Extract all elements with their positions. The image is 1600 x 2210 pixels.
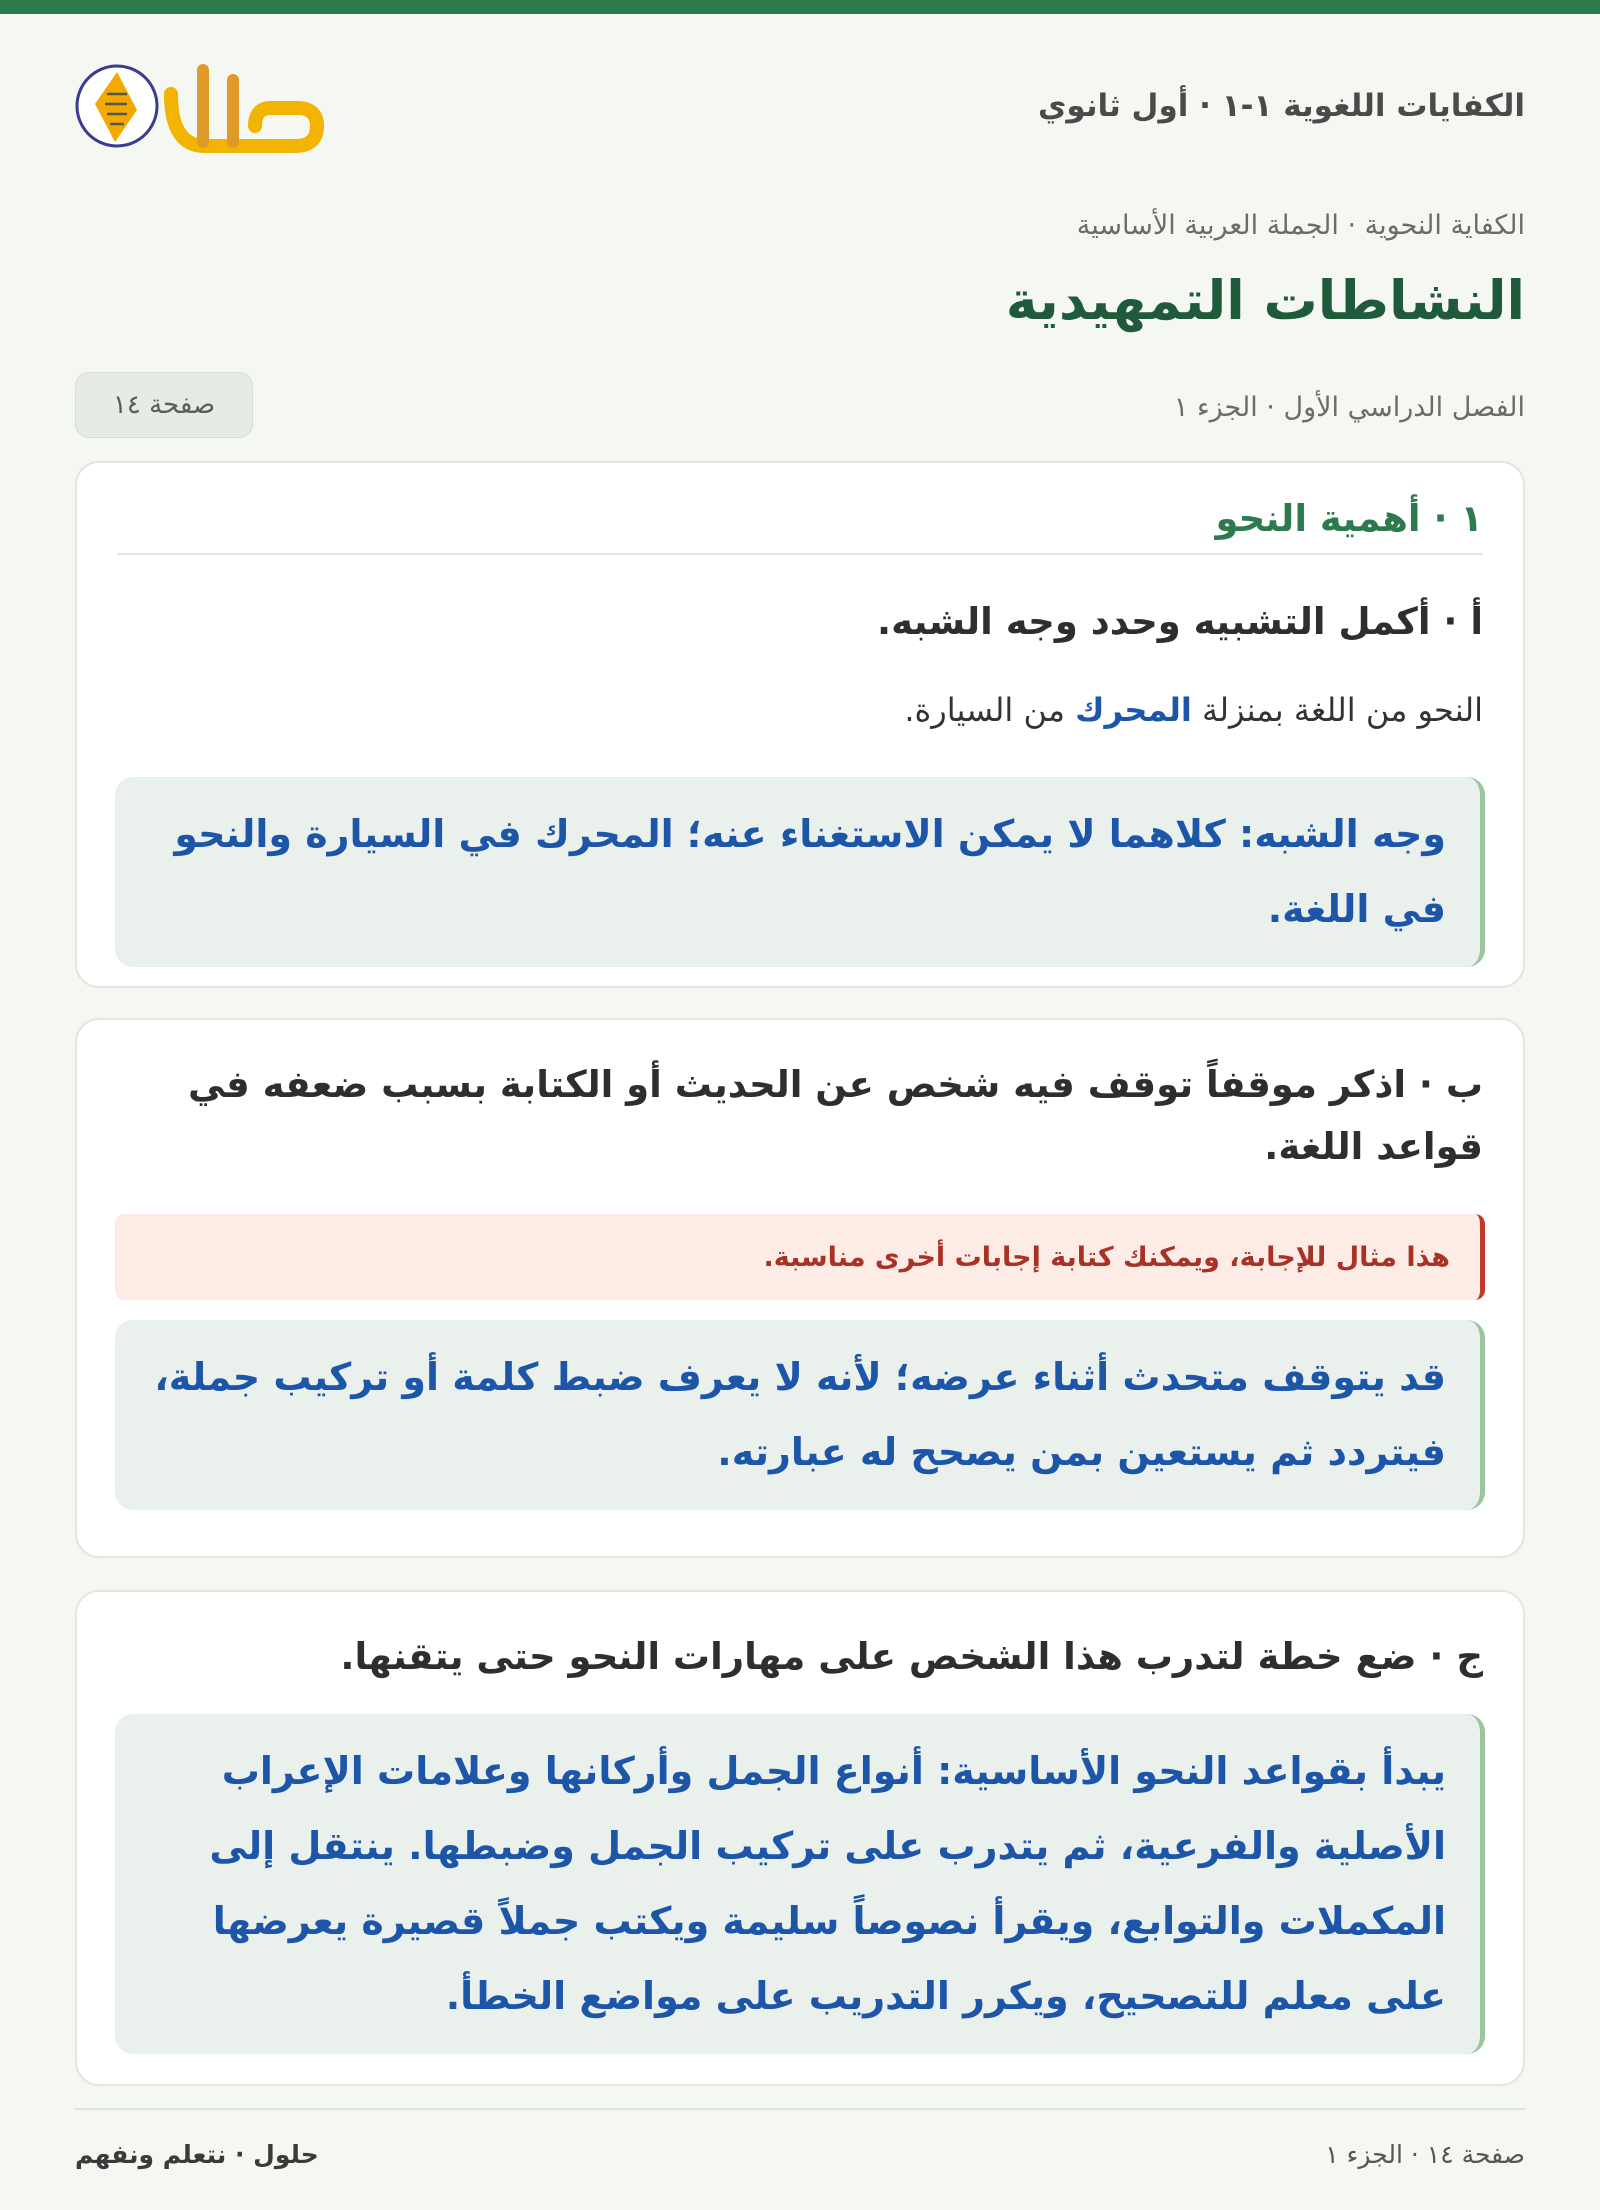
question-c: ج · ضع خطة لتدرب هذا الشخص على مهارات النحو حتى يتقنها. xyxy=(340,1635,1483,1678)
top-accent-bar xyxy=(0,0,1600,14)
section-card-plan xyxy=(75,1590,1525,2086)
term-label: الفصل الدراسي الأول · الجزء ١ xyxy=(1173,392,1525,423)
answer-a: وجه الشبه: كلاهما لا يمكن الاستغناء عنه؛ المحرك في السيارة والنحو في اللغة. xyxy=(115,777,1485,967)
breadcrumb: الكفاية النحوية · الجملة العربية الأساسية xyxy=(1076,210,1525,241)
sample-answer-note: هذا مثال للإجابة، ويمكنك كتابة إجابات أخرى مناسبة. xyxy=(115,1214,1485,1300)
question-b: ب · اذكر موقفاً توقف فيه شخص عن الحديث أو الكتابة بسبب ضعفه في قواعد اللغة. xyxy=(188,1063,1483,1168)
footer-divider xyxy=(75,2108,1525,2110)
page-number-badge: صفحة ١٤ xyxy=(75,372,253,438)
page-header xyxy=(75,14,1525,174)
given-sentence xyxy=(117,685,1483,735)
course-title: الكفايات اللغوية ١-١ · أول ثانوي xyxy=(1038,88,1525,124)
answer-c: يبدأ بقواعد النحو الأساسية: أنواع الجمل وأركانها وعلامات الإعراب الأصلية والفرعية، ثم يتدرب على تركيب الجمل وضبطها. ينتقل إلى المكملات والتوابع، ويقرأ نصوصاً سليمة ويكتب جملاً قصيرة يعرضها على معلم للتصحيح، ويكرر التدريب على مواضع الخطأ. xyxy=(115,1714,1485,2054)
footer-page-info: صفحة ١٤ · الجزء ١ xyxy=(1325,2140,1525,2169)
question-a: أ · أكمل التشبيه وحدد وجه الشبه. xyxy=(877,600,1483,643)
hulool-logo xyxy=(75,54,335,164)
section-card-importance xyxy=(75,461,1525,988)
page xyxy=(75,14,1525,2018)
section-heading: ١ · أهمية النحو xyxy=(117,497,1483,555)
given-highlight: المحرك xyxy=(1075,691,1192,729)
given-text-before: النحو من اللغة بمنزلة xyxy=(1191,691,1483,729)
footer-brand: حلول · نتعلم ونفهم xyxy=(75,2140,319,2169)
given-text-after: من السيارة. xyxy=(904,691,1076,729)
section-card-situation xyxy=(75,1018,1525,1558)
answer-b: قد يتوقف متحدث أثناء عرضه؛ لأنه لا يعرف ضبط كلمة أو تركيب جملة، فيتردد ثم يستعين بمن يصحح له عبارته. xyxy=(115,1320,1485,1510)
page-title: النشاطات التمهيدية xyxy=(1005,269,1525,332)
